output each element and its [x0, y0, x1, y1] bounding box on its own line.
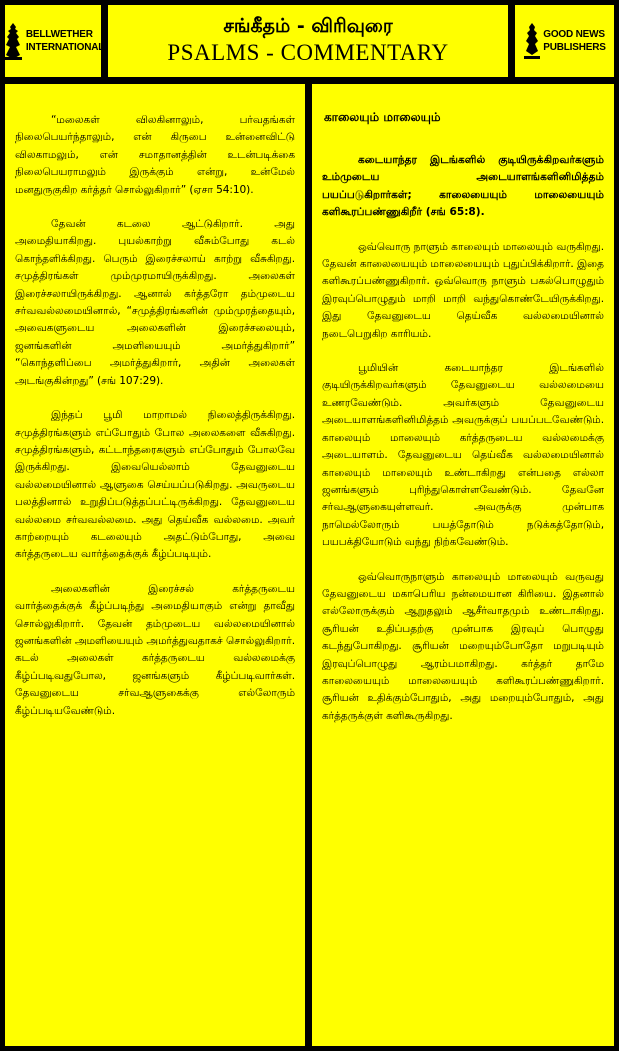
bellwether-logo-icon	[2, 21, 24, 61]
right-paragraph-1: ஒவ்வொரு நாளும் காலையும் மாலையும் வருகிறது. தேவன் காலையையும் மாலையையும் புதுப்பிக்கிறார். இதை களிகூரப்பண்ணுகிறார். ஒவ்வொரு நாளும் பகல்பொழுதும் இரவுப்பொழுதும் மாறி மாறி வந்துகொண்டேயிருக்கிறது. இது தேவனுடைய தெய்வீக வல்லமையினால் நடைபெறுகிற காரியம்.	[322, 240, 604, 340]
right-column	[310, 82, 616, 1048]
section-heading: காலையும் மாலையும்	[324, 110, 441, 124]
right-paragraph-2: பூமியின் கடையாந்தர இடங்களில் குடியிருக்கிறவர்களும் தேவனுடைய வல்லமையை உணரவேண்டும். அவர்களும் தேவனுடைய அடையாளங்களினிமித்தம் அவருக்குப் பயப்படவேண்டும். காலையும் மாலையும் கர்த்தருடைய வல்லமைக்கு அடையாளம். தேவனுடைய தெய்வீக வல்லமையினால் காலையும் மாலையும் உண்டாகிறது என்பதை எல்லா ஜனங்களும் புரிந்துகொள்ளவேண்டும். தேவனே சர்வஆளுகையுள்ளவர். அவருக்கு முன்பாக நாமெல்லோரும் பயத்தோடும் நடுக்கத்தோடும், பயபக்தியோடும் வந்து நிற்கவேண்டும்.	[322, 362, 604, 549]
left-column	[3, 82, 307, 1048]
title-box	[106, 3, 510, 79]
logo-left-line1: BELLWETHER	[25, 29, 93, 40]
page-title-english: PSALMS - COMMENTARY	[167, 40, 449, 65]
left-paragraph-1: “மலைகள் விலகினாலும், பர்வதங்கள் நிலைபெயர்ந்தாலும், என் கிருபை உன்னைவிட்டு விலகாமலும், என் சமாதானத்தின் உடன்படிக்கை நிலைபெயராமலும் இருக்கும் என்று, உன்மேல் மனதுருகுகிற கர்த்தர் சொல்லுகிறார்” (ஏசா 54:10).	[15, 114, 295, 196]
bellwether-logo	[3, 3, 103, 79]
left-paragraph-2: தேவன் கடலை ஆட்டுகிறார். அது அமைதியாகிறது. புயல்காற்று வீசும்போது கடல் கொந்தளிக்கிறது. பெரும் இரைச்சலாய் காற்று வீசுகிறது. சமுத்திரங்கள் மும்முரமாயிருக்கிறது. அலைகள் இரைச்சலாயிருக்கிறது. ஆனால் கர்த்தரோ தம்முடைய சர்வவல்லமையினால், “சமுத்திரங்களின் மும்முரத்தையும், அவைகளுடைய அலைகளின் இரைச்சலையும், ஜனங்களின் அமளியையும் அமர்த்துகிறார்” “கொந்தளிப்பை அமர்த்துகிறார், அதின் அலைகள் அடங்குகின்றது” (சங் 107:29).	[15, 218, 295, 387]
good-news-logo	[513, 3, 616, 79]
left-paragraph-4: அலைகளின் இரைச்சல் கர்த்தருடைய வார்த்தைக்குக் கீழ்ப்படிந்து அமைதியாகும் என்று தாவீது சொல்லுகிறார். தேவன் தம்முடைய வல்லமையினால் ஜனங்களின் அமளியையும் அமர்த்துவதாகச் சொல்லுகிறார். கடல் அலைகள் கர்த்தருடைய வல்லமைக்கு கீழ்ப்படிவதுபோல, ஜனங்களும் கீழ்ப்படிவார்கள். தேவனுடைய சர்வஆளுகைக்கு எல்லோரும் கீழ்ப்படியவேண்டும்.	[15, 582, 295, 717]
logo-right-line2: PUBLISHERS	[543, 42, 606, 53]
logo-right-line1: GOOD NEWS	[543, 29, 605, 40]
page-title-tamil: சங்கீதம் - விரிவுரை	[223, 15, 393, 37]
left-paragraph-3: இந்தப் பூமி மாறாமல் நிலைத்திருக்கிறது. சமுத்திரங்களும் எப்போதும் போல அலைகளை வீசுகிறது. சமுத்திரங்களும், கட்டாந்தரைகளும் எப்போதும் போலவே இருக்கிறது. இவையெல்லாம் தேவனுடைய வல்லமையினால் ஆளுகை செய்யப்படுகிறது. அவருடைய பலத்தினால் உறுதிப்படுத்தப்பட்டிருக்கிறது. தேவனுடைய வல்லமை சர்வவல்லமை. அது தெய்வீக வல்லமை. அவர் காற்றையும் கடலையும் அதட்டும்போது, அவை கர்த்தருடைய வார்த்தைக்குக் கீழ்ப்படியும்.	[15, 409, 295, 561]
logo-left-line2: INTERNATIONAL	[25, 42, 105, 53]
good-news-logo-icon	[523, 21, 541, 61]
key-verse: கடையாந்தர இடங்களில் குடியிருக்கிறவர்களும் உம்முடைய அடையாளங்களினிமித்தம் பயப்படுகிறார்கள்; காலையையும் மாலையையும் களிகூரப்பண்ணுகிறீர் (சங் 65:8).	[322, 154, 604, 219]
right-paragraph-3: ஒவ்வொருநாளும் காலையும் மாலையும் வருவது தேவனுடைய மகாபெரிய நன்மையான கிரியை. இதனால் எல்லோருக்கும் ஆறுதலும் ஆசீர்வாதமும் உண்டாகிறது. சூரியன் உதிப்பதற்கு முன்பாக இரவுப் பொழுது கடந்துபோகிறது. சூரியன் மறையும்போதோ மறுபடியும் இரவுப்பொழுது ஆரம்பமாகிறது. கர்த்தர் தாமே காலையையும் மாலையையும் களிகூரப்பண்ணுகிறார். சூரியன் உதிக்கும்போதும், அது மறையும்போதும், அது கர்த்தருக்குள் களிகூருகிறது.	[322, 570, 604, 722]
